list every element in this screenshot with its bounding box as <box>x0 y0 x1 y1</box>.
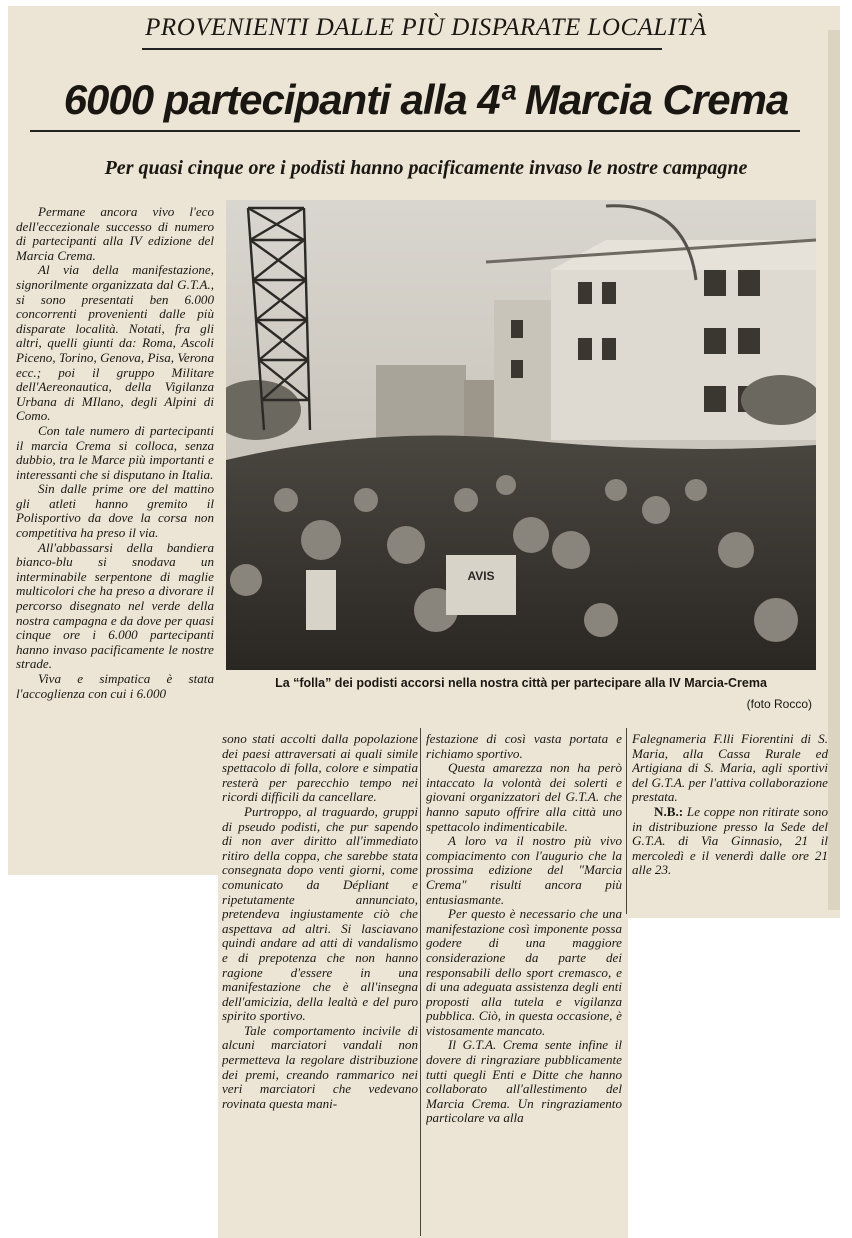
column-1-paragraph: All'abbassarsi della bandiera bianco-blu si snodava un interminabile serpentone di maglie multicolori che ha preso a divorare il percorso disegnato nel verde della nostra campagna e da dove per quasi cinque ore i 6.000 partecipanti hanno invaso pacificamente le nostre strade. <box>16 539 214 672</box>
kicker-underline <box>142 48 662 50</box>
article-column-3 <box>426 732 622 1237</box>
nb-note <box>632 805 828 878</box>
article-kicker: PROVENIENTI DALLE PIÙ DISPARATE LOCALITÀ <box>145 14 707 41</box>
article-column-1 <box>16 205 214 869</box>
column-1-paragraph: Sin dalle prime ore del mattino gli atleti hanno gremito il Polisportivo da dove la corsa non competitiva ha preso il via. <box>16 481 214 541</box>
column-2-paragraph: sono stati accolti dalla popolazione dei paesi attraversati ai quali simile spettacolo di folla, colore e simpatia resterà per parecchio tempo nei ricordi difficili da cancellare. <box>222 732 418 805</box>
nb-label: N.B.: <box>654 803 684 819</box>
column-3-paragraph: Per questo è necessario che una manifestazione così imponente possa godere di una maggiore considerazione da parte dei responsabili dello sport cremasco, e di una adeguata assistenza degli enti proposti alla tutela e vigilanza pubblica. Ciò, in questa occasione, è vistosamente mancato. <box>426 906 622 1038</box>
avis-shirt-text: AVIS <box>467 569 495 583</box>
article-headline: 6000 partecipanti alla 4ª Marcia Crema <box>63 76 789 123</box>
column-1-paragraph: Viva e simpatica è stata l'accoglienza con cui i 6.000 <box>16 671 214 701</box>
crowd-photo <box>226 200 816 670</box>
column-3-paragraph: festazione di così vasta portata e richiamo sportivo. <box>426 732 622 761</box>
article-column-2 <box>222 732 418 1237</box>
column-2-paragraph: Tale comportamento incivile di alcuni marciatori vandali non permetteva la regolare distribuzione dei premi, creando rammarico nei veri marciatori che vedevano rovinata questa mani- <box>222 1022 418 1111</box>
column-1-paragraph: Permane ancora vivo l'eco dell'eccezionale successo di numero di partecipanti alla IV edizione del Marcia Crema. <box>16 205 214 263</box>
column-3-paragraph: A loro va il nostro più vivo compiacimento con l'augurio che la prossima edizione del "Marcia Crema" risulti ancora più entusiasmante. <box>426 833 622 907</box>
nb-text: Le coppe non ritirate sono in distribuzione presso la Sede del G.T.A. di Via Ginnasio, 21 il mercoledì e il venerdì dalle ore 21 alle 23. <box>632 803 828 878</box>
article-subheadline: Per quasi cinque ore i podisti hanno pacificamente invaso le nostre campagne <box>104 157 748 179</box>
headline-underline <box>30 130 800 132</box>
column-1-paragraph: Con tale numero di partecipanti il marcia Crema si colloca, senza dubbio, tra le Marce più importanti e interessanti che si disputano in Italia. <box>16 422 214 482</box>
column-3-paragraph: Il G.T.A. Crema sente infine il dovere di ringraziare pubblicamente tutti quegli Enti e Ditte che hanno collaborato all'allestimento del Marcia Crema. Un ringraziamento particolare va alla <box>426 1037 622 1126</box>
column-3-paragraph: Questa amarezza non ha però intaccato la volontà dei solerti e giovani organizzatori del G.T.A. che hanno saputo offrire alla città uno spettacolo indimenticabile. <box>426 760 622 834</box>
column-4-paragraph: Falegnameria F.lli Fiorentini di S. Maria, alla Cassa Rurale ed Artigiana di S. Maria, agli sportivi del G.T.A. per l'attiva collaborazione prestata. <box>632 732 828 805</box>
photo-caption: La “folla” dei podisti accorsi nella nostra città per partecipare alla IV Marcia-Crema <box>275 676 767 690</box>
column-2-paragraph: Purtroppo, al traguardo, gruppi di pseudo podisti, che pur sapendo di non aver diritto all'immediato ritiro della coppa, che sarebbe stata consegnata dopo venti giorni, come comunicato da Dépliant e ripetutamente annunciato, pretendeva ingiustamente ciò che aspettava ad altri. Si lasciavano quindi andare ad atti di vandalismo e di prepotenza che non hanno ragione d'essere in una manifestazione che è all'insegna dell'amicizia, della lealtà e del puro spirito sportivo. <box>222 803 418 1024</box>
column-divider <box>626 728 627 914</box>
photo-credit: (foto Rocco) <box>746 697 812 711</box>
article-column-4 <box>632 732 828 914</box>
column-divider <box>420 728 421 1236</box>
column-1-paragraph: Al via della manifestazione, signorilmente organizzata dal G.T.A., si sono presentati ben 6.000 concorrenti provenienti dalle più disparate località. Notati, fra gli altri, quelli giunti da: Roma, Ascoli Piceno, Torino, Genova, Pisa, Verona ecc.; poi il gruppo Militare dell'Aereonautica, della Vigilanza Urbana di MIlano, degli Alpini di Como. <box>16 262 214 424</box>
